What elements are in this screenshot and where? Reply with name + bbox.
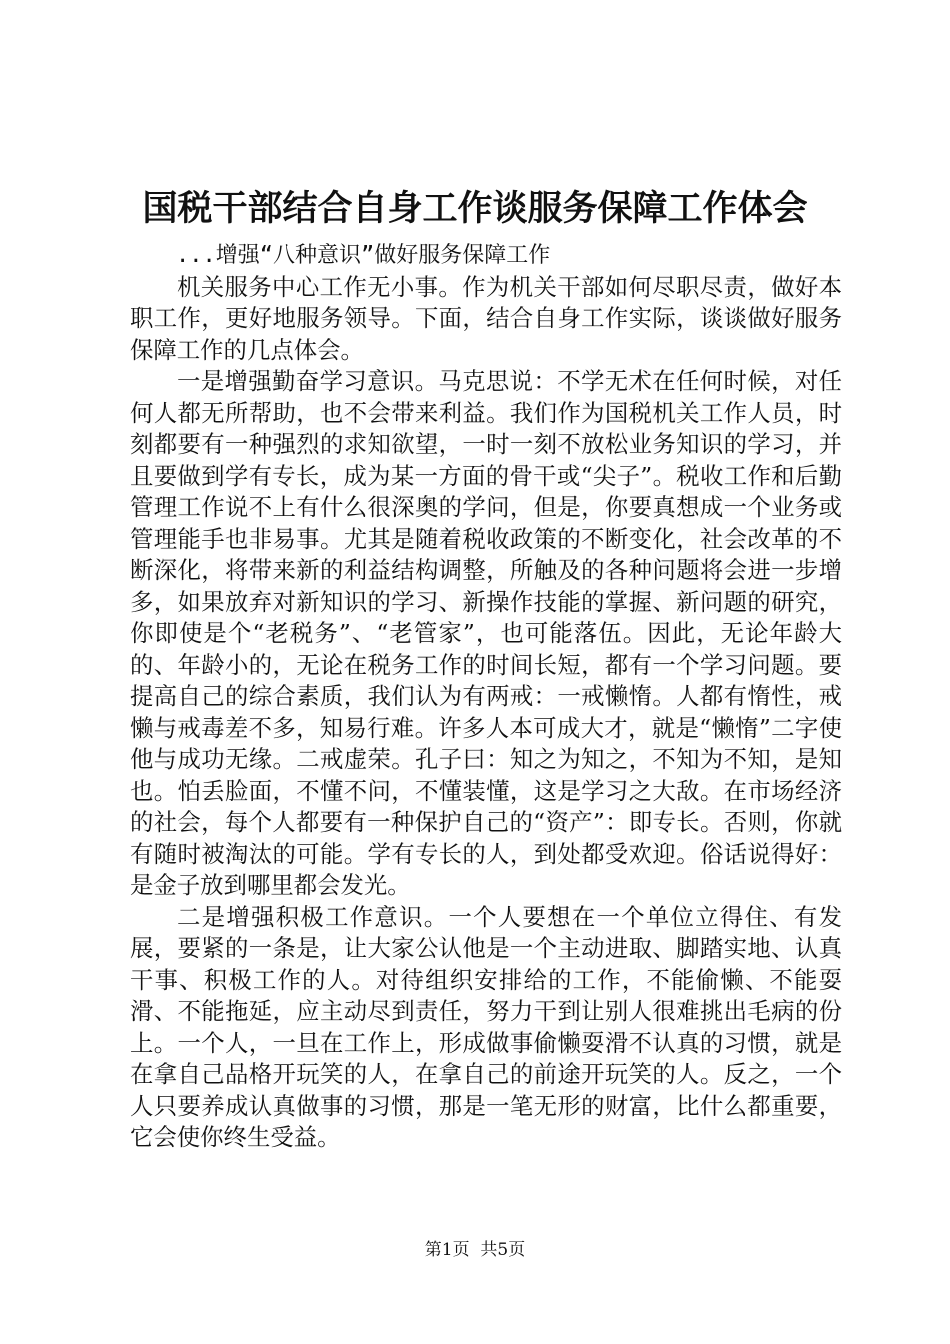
page-number-label: 第1页 共5页 <box>424 1240 526 1260</box>
paragraph-work-awareness: 二是增强积极工作意识。一个人要想在一个单位立得住、有发展，要紧的一条是，让大家公认他是一个主动进取、脚踏实地、认真干事、积极工作的人。对待组织安排给的工作，不能偷懒、不能耍滑、不能拖延，应主动尽到责任，努力干到让别人很难挑出毛病的份上。一个人，一旦在工作上，形成做事偷懒耍滑不认真的习惯，就是在拿自己品格开玩笑的人，在拿自己的前途开玩笑的人。反之，一个人只要养成认真做事的习惯，那是一笔无形的财富，比什么都重要，它会使你终生受益。 <box>130 902 842 1151</box>
paragraph-intro: 机关服务中心工作无小事。作为机关干部如何尽职尽责，做好本职工作，更好地服务领导。下面，结合自身工作实际，谈谈做好服务保障工作的几点体会。 <box>130 272 842 364</box>
page-footer <box>0 1238 950 1262</box>
document-title: 国税干部结合自身工作谈服务保障工作体会 <box>142 188 808 229</box>
document-body <box>130 240 842 1154</box>
document-subtitle: ...增强“八种意识”做好服务保障工作 <box>176 243 551 268</box>
paragraph-study-awareness: 一是增强勤奋学习意识。马克思说：不学无术在任何时候，对任何人都无所帮助，也不会带来利益。我们作为国税机关工作人员，时刻都要有一种强烈的求知欲望，一时一刻不放松业务知识的学习，并且要做到学有专长，成为某一方面的骨干或“尖子”。税收工作和后勤管理工作说不上有什么很深奥的学问，但是，你要真想成一个业务或管理能手也非易事。尤其是随着税收政策的不断变化，社会改革的不断深化，将带来新的利益结构调整，所触及的各种问题将会进一步增多，如果放弃对新知识的学习、新操作技能的掌握、新问题的研究，你即使是个“老税务”、“老管家”，也可能落伍。因此，无论年龄大的、年龄小的，无论在税务工作的时间长短，都有一个学习问题。要提高自己的综合素质，我们认为有两戒：一戒懒惰。人都有惰性，戒懒与戒毒差不多，知易行难。许多人本可成大才，就是“懒惰”二字使他与成功无缘。二戒虚荣。孔子曰：知之为知之，不知为不知，是知也。怕丢脸面，不懂不问，不懂装懂，这是学习之大敌。在市场经济的社会，每个人都要有一种保护自己的“资产”：即专长。否则，你就有随时被淘汰的可能。学有专长的人，到处都受欢迎。俗话说得好：是金子放到哪里都会发光。 <box>130 367 842 899</box>
